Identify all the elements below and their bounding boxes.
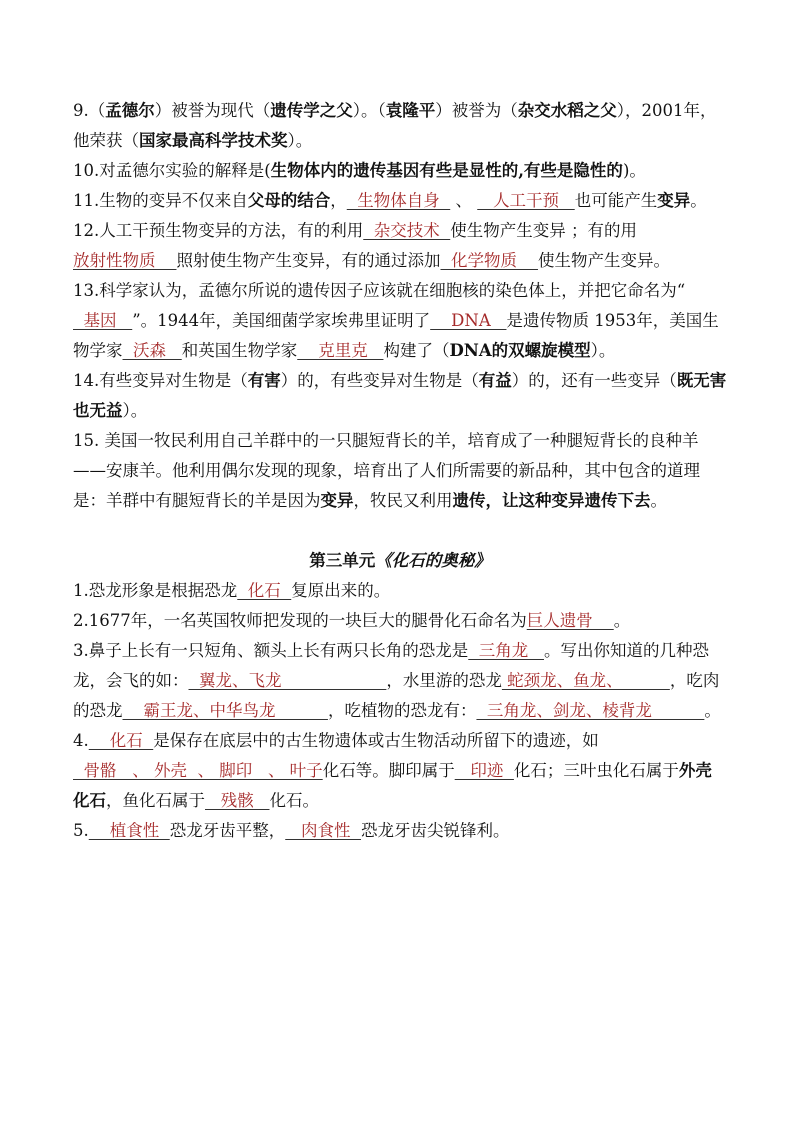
section-title-italic: 《化石的奥秘》	[375, 551, 491, 570]
q13-answer-4: 克里克	[297, 341, 384, 360]
q9-bold-3: 袁隆平	[385, 101, 436, 120]
q13-answer-1: 基因	[73, 311, 133, 330]
section-question-3	[73, 636, 727, 726]
s3-answer-3: 蛇颈龙、鱼龙、	[501, 671, 670, 690]
s4-text-1: 4.	[73, 731, 89, 750]
q12-answer-3: 化学物质	[440, 251, 538, 270]
q9-text-5: ），2001年，他荣获（	[73, 101, 717, 150]
q11-text-1: 11.生物的变异不仅来自	[73, 191, 248, 210]
q11-bold-2: 变异	[657, 191, 691, 210]
q14-bold-2: 有益	[478, 371, 512, 390]
s3-answer-1: 三角龙	[468, 641, 544, 660]
q9-text-6: ）。	[287, 131, 313, 150]
q12-text-3: 照射使生物产生变异，有的通过添加	[176, 251, 441, 270]
section-question-1	[73, 576, 727, 606]
s4-answer-3: 印迹	[454, 761, 514, 780]
s5-answer-1: 植食性	[88, 821, 170, 840]
question-9	[73, 96, 727, 156]
s4-answer-1: 化石	[88, 731, 154, 750]
q11-text-3: 、	[450, 191, 478, 210]
q15-bold-1: 变异	[320, 491, 354, 510]
q9-text-4: ）被誉为（	[435, 101, 518, 120]
section-question-5	[73, 816, 727, 846]
s4-text-5: ，鱼化石属于	[106, 791, 205, 810]
q9-text-2: ）被誉为现代（	[154, 101, 271, 120]
q9-number: 9.	[73, 101, 89, 120]
q13-text-3: 是遗传物质 1953年，美国生物学家	[73, 311, 719, 360]
q13-text-1: 13.科学家认为，孟德尔所说的遗传因子应该就在细胞核的染色体上，并把它命名为“	[73, 281, 686, 300]
s1-text-2: 复原出来的。	[291, 581, 391, 600]
q14-text-3: ）的，还有一些变异（	[511, 371, 677, 390]
s2-text-1: 2.1677年，一名英国牧师把发现的一块巨大的腿骨化石命名为	[73, 611, 527, 630]
s1-answer-1: 化石	[237, 581, 292, 600]
q14-text-2: ）的，有些变异对生物是（	[280, 371, 479, 390]
s4-text-6: 化石。	[269, 791, 319, 810]
q12-text-1: 12.人工干预生物变异的方法，有的利用	[73, 221, 364, 240]
s3-text-5: ，吃植物的恐龙有：	[327, 701, 477, 720]
q11-text-2: ，	[330, 191, 347, 210]
s2-text-2: 。	[613, 611, 631, 630]
s2-answer-1: 巨人遗骨	[526, 611, 614, 630]
q14-bold-1: 有害	[247, 371, 281, 390]
s3-text-4: ，吃肉的恐龙	[73, 671, 720, 720]
q12-answer-2: 放射性物质	[73, 251, 177, 270]
q11-text-4: 也可能产生	[574, 191, 658, 210]
section-question-2	[73, 606, 727, 636]
q9-bold-4: 杂交水稻之父	[517, 101, 617, 120]
question-15	[73, 426, 727, 516]
s3-text-2: 。写出你知道的几种恐龙，会飞的如：	[73, 641, 709, 690]
s5-answer-2: 肉食性	[285, 821, 361, 840]
s4-bold-1: 外壳化石	[73, 761, 712, 810]
q10-text: 10.对孟德尔实验的解释是(	[73, 161, 271, 180]
q13-text-5: 构建了（	[383, 341, 450, 360]
q9-bold-1: 孟德尔	[105, 101, 155, 120]
question-12	[73, 216, 727, 276]
q10-end: )。	[622, 161, 646, 180]
q14-bold-3: 既无害也无益	[73, 371, 727, 420]
q14-text-4: ）。	[122, 401, 148, 420]
q13-text-2: ”。1944年，美国细菌学家埃弗里证明了	[132, 311, 431, 330]
question-14	[73, 366, 727, 426]
s3-answer-2: 翼龙、飞龙	[188, 671, 387, 690]
q13-answer-2: DNA	[430, 311, 507, 330]
worksheet-page	[73, 96, 727, 846]
s3-text-6: 。	[704, 701, 721, 720]
s4-text-3: 化石等。脚印属于	[322, 761, 455, 780]
q13-answer-3: 沃森	[122, 341, 182, 360]
q13-text-6: ）。	[590, 341, 616, 360]
q9-bold-5: 国家最高科学技术奖	[139, 131, 288, 150]
s3-text-1: 3.鼻子上长有一只短角、额头上长有两只长角的恐龙是	[73, 641, 469, 660]
s1-text-1: 1.恐龙形象是根据恐龙	[73, 581, 238, 600]
question-13	[73, 276, 727, 366]
q12-text-2: 使生物产生变异 ；有的用	[450, 221, 637, 240]
q9-text-1: （	[88, 101, 106, 120]
section-title-main: 第三单元	[309, 551, 376, 570]
q15-bold-2: 遗传，让这种变异遗传下去	[452, 491, 651, 510]
s4-text-4: 化石；三叶虫化石属于	[513, 761, 679, 780]
s4-answer-4: 残骸	[205, 791, 270, 810]
s5-text-2: 恐龙牙齿平整，	[169, 821, 286, 840]
q11-answer-1: 生物体自身	[346, 191, 451, 210]
section-title	[73, 546, 727, 576]
q15-text-3: 。	[650, 491, 667, 510]
s3-answer-4: 霸王龙、中华鸟龙	[122, 701, 328, 720]
q9-text-3: ）。（	[352, 101, 386, 120]
section-question-4	[73, 726, 727, 816]
s4-text-2: 是保存在底层中的古生物遗体或古生物活动所留下的遗迹，如	[153, 731, 599, 750]
q12-answer-1: 杂交技术	[363, 221, 451, 240]
s3-answer-5: 三角龙、剑龙、棱背龙	[476, 701, 705, 720]
question-11	[73, 186, 727, 216]
q11-bold-1: 父母的结合	[247, 191, 331, 210]
q10-bold: 生物体内的遗传基因有些是显性的,有些是隐性的	[270, 161, 623, 180]
q11-answer-2: 人工干预	[477, 191, 575, 210]
q14-text-1: 14.有些变异对生物是（	[73, 371, 248, 390]
s5-text-1: 5.	[73, 821, 89, 840]
q15-text-2: ，牧民又利用	[353, 491, 453, 510]
s4-answer-2: 骨骼 、 外壳 、 脚印 、 叶子	[73, 761, 323, 780]
question-10	[73, 156, 727, 186]
q9-bold-2: 遗传学之父	[270, 101, 353, 120]
q11-text-5: 。	[690, 191, 707, 210]
s5-text-3: 恐龙牙齿尖锐锋利。	[360, 821, 510, 840]
q13-text-4: 和英国生物学家	[181, 341, 298, 360]
q12-text-4: 使生物产生变异。	[537, 251, 670, 270]
q15-text-1: 15. 美国一牧民利用自己羊群中的一只腿短背长的羊，培育成了一种腿短背长的良种羊——安康羊。他利用偶尔发现的现象，培育出了人们所需要的新品种，其中包含的道理是：羊群中有腿短背长的羊是因为	[73, 431, 700, 510]
s3-text-3: ，水里游的恐龙	[386, 671, 502, 690]
q13-bold-1: DNA的双螺旋模型	[449, 341, 591, 360]
